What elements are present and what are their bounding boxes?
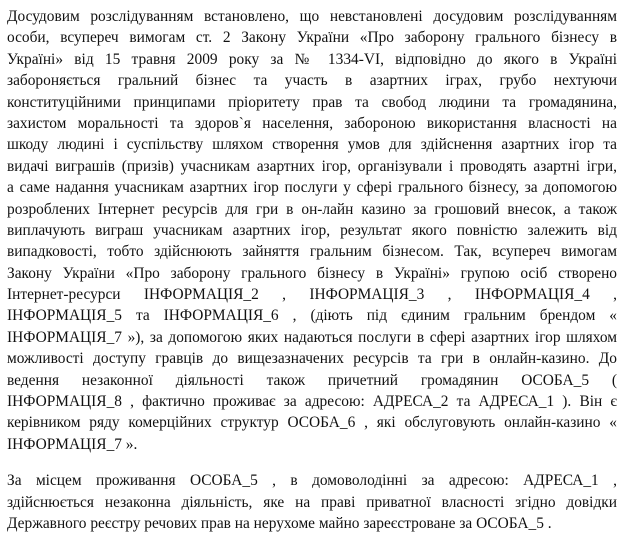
paragraph-spacer xyxy=(7,455,617,470)
text-line: Україні» від 15 травня 2009 року за № 1334-VI, відповідно до якого в Україні xyxy=(7,50,617,68)
text-line: ІНФОРМАЦІЯ_8 , фактично проживає за адресою: АДРЕСА_2 та АДРЕСА_1 ). Він є xyxy=(7,393,617,411)
text-line: видачі виграшів (призів) учасникам азартних ігор, організували і проводять азартні ігри, xyxy=(7,157,617,175)
text-line: забороняється гральний бізнес та участь в азартних іграх, грубо нехтуючи xyxy=(7,72,617,90)
text-line: виплачують виграш учасникам азартних ігор, результат якого повністю залежить від xyxy=(7,221,617,239)
text-line: розроблених Інтернет ресурсів для гри в он-лайн казино за грошовий внесок, а також xyxy=(7,200,617,218)
text-line: особи, всупереч вимогам ст. 2 Закону України «Про заборону грального бізнесу в xyxy=(7,29,617,47)
text-line: випадковості, тобто здійснюють зайняття гральним бізнесом. Так, всупереч вимогам xyxy=(7,243,617,261)
text-line: захистом моральності та здоров`я населення, забороною використання власності на xyxy=(7,114,617,132)
paragraph-1 xyxy=(7,6,617,455)
text-line: а саме надання учасникам азартних ігор послуги у сфері грального бізнесу, за допомогою xyxy=(7,179,617,197)
text-line: ІНФОРМАЦІЯ_5 та ІНФОРМАЦІЯ_6 , (діють під єдиним гральним брендом « xyxy=(7,307,617,325)
text-line: ведення незаконної діяльності також причетний громадянин ОСОБА_5 ( xyxy=(7,371,617,389)
text-line: ІНФОРМАЦІЯ_7 ». xyxy=(7,435,138,453)
text-line: конституційними принципами пріоритету прав та свобод людини та громадянина, xyxy=(7,93,617,111)
text-line: Державного реєстру речових прав на нерухоме майно зареєстроване за ОСОБА_5 . xyxy=(7,514,552,532)
text-line: можливості доступу гравців до вищезазначених ресурсів та гри в онлайн-казино. До xyxy=(7,350,617,368)
text-line: керівником ряду комерційних структур ОСОБА_6 , які обслуговують онлайн-казино « xyxy=(7,414,617,432)
text-line: шкоду людині і суспільству шляхом створення умов для здійснення азартних ігор та xyxy=(7,136,617,154)
text-line: Інтернет-ресурси ІНФОРМАЦІЯ_2 , ІНФОРМАЦІЯ_3 , ІНФОРМАЦІЯ_4 , xyxy=(7,286,617,304)
text-line: здійснюється незаконна діяльність, яке на праві приватної власності згідно довідки xyxy=(7,493,617,511)
text-line: Закону України «Про заборону грального бізнесу в Україні» групою осіб створено xyxy=(7,264,617,282)
text-line: За місцем проживання ОСОБА_5 , в домоволодінні за адресою: АДРЕСА_1 , xyxy=(7,472,617,490)
text-line: ІНФОРМАЦІЯ_7 »), за допомогою яких надаються послуги в сфері азартних ігор шляхом xyxy=(7,328,617,346)
paragraph-2 xyxy=(7,470,617,534)
text-line: Досудовим розслідуванням встановлено, що невстановлені досудовим розслідуванням xyxy=(7,8,617,25)
document-body xyxy=(7,6,617,534)
